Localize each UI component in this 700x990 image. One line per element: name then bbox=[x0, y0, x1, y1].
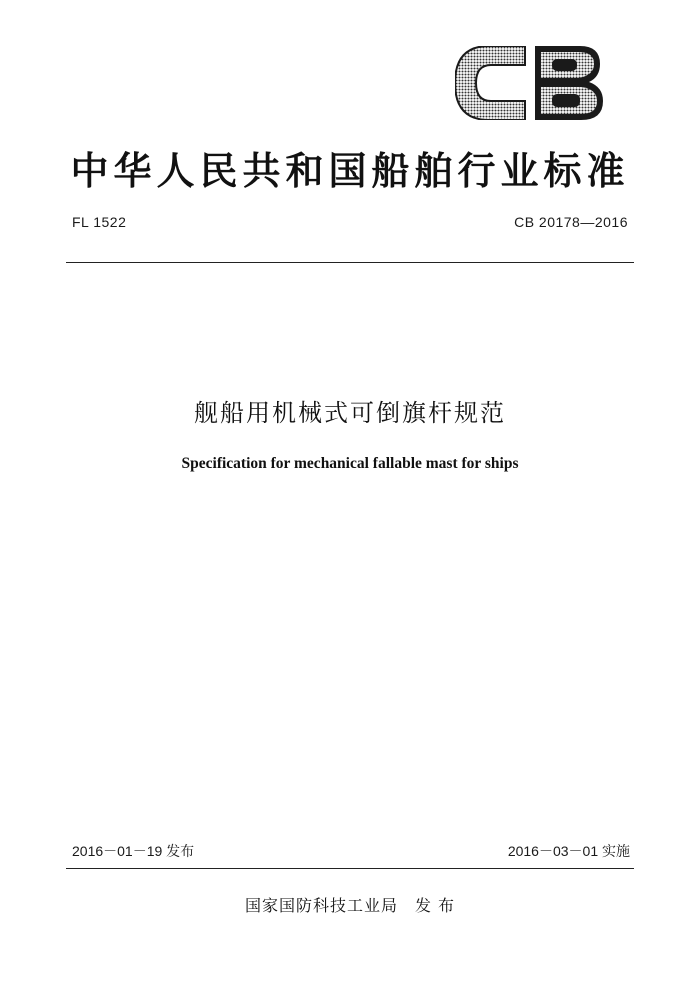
document-title-english: Specification for mechanical fallable mast for ships bbox=[181, 455, 519, 472]
header-divider bbox=[66, 262, 634, 263]
document-title-chinese: 舰船用机械式可倒旗杆规范 bbox=[194, 399, 506, 427]
standard-number: CB 20178—2016 bbox=[514, 214, 628, 230]
issuing-authority: 国家国防科技工业局 发 布 bbox=[244, 896, 456, 915]
issue-date: 2016－01－19 发布 bbox=[72, 843, 195, 859]
standard-type-title: 中华人民共和国船舶行业标准 bbox=[70, 149, 630, 193]
implementation-date: 2016－03－01 实施 bbox=[507, 843, 630, 859]
cb-logo-icon bbox=[455, 46, 605, 120]
footer-divider bbox=[66, 868, 634, 869]
classification-code: FL 1522 bbox=[72, 214, 127, 230]
